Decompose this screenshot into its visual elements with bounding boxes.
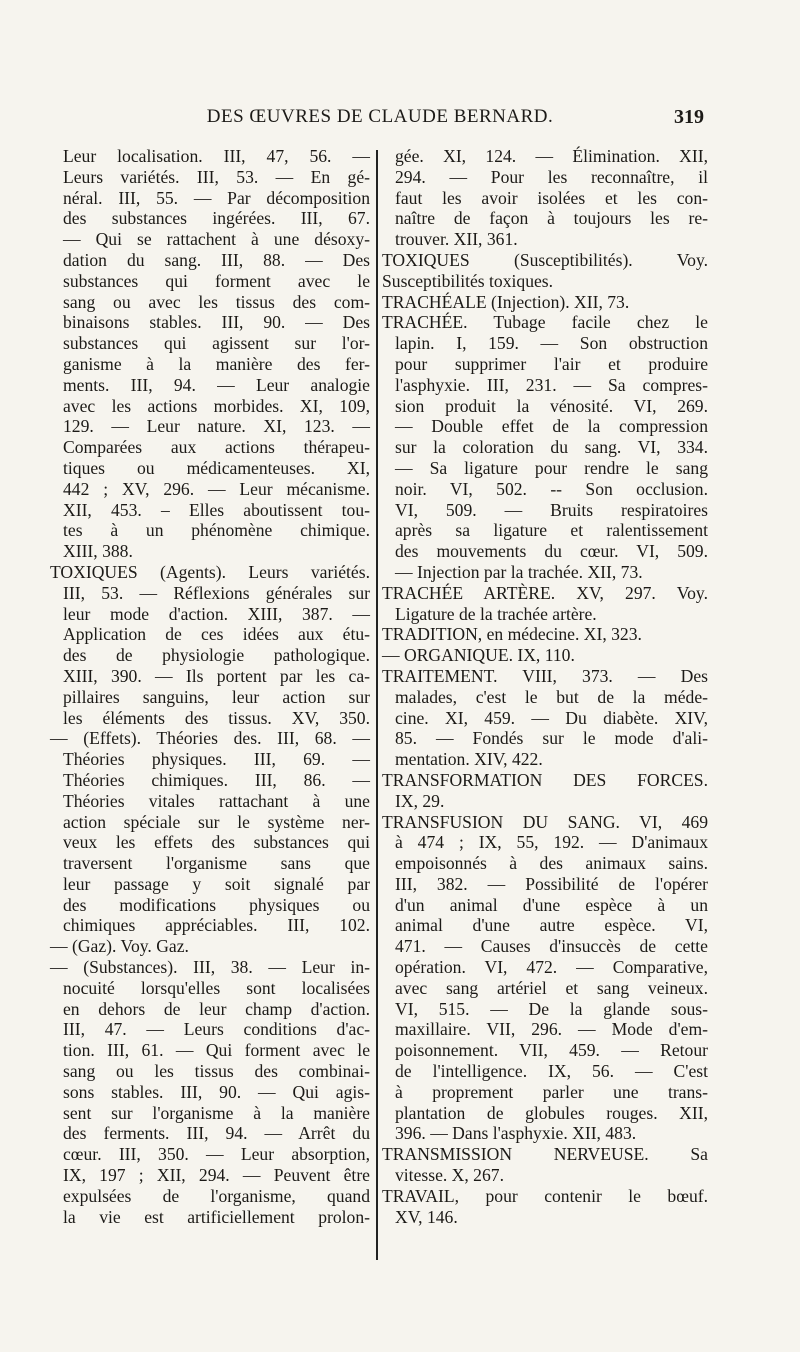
index-line: l'asphyxie. III, 231. — Sa compres- [395, 374, 708, 395]
index-line: binaisons stables. III, 90. — Des [63, 312, 370, 333]
index-line: — (Substances). III, 38. — Leur in- [50, 957, 370, 978]
index-line: malades, c'est le but de la méde- [395, 686, 708, 707]
index-line: des mouvements du cœur. VI, 509. [395, 541, 708, 562]
index-line: la vie est artificiellement prolon- [63, 1206, 370, 1227]
index-line: TRACHÉALE (Injection). XII, 73. [382, 291, 630, 312]
index-line: naître de façon à toujours les re- [395, 208, 708, 229]
index-line: 129. — Leur nature. XI, 123. — [63, 416, 370, 437]
index-line: traversent l'organisme sans que [63, 853, 370, 874]
index-line: TRAVAIL, pour contenir le bœuf. [382, 1185, 708, 1206]
index-line: animal d'une autre espèce. VI, [395, 915, 708, 936]
index-line: des substances ingérées. III, 67. [63, 208, 370, 229]
index-line: — Sa ligature pour rendre le sang [395, 457, 708, 478]
index-line: pour supprimer l'air et produire [395, 353, 708, 374]
index-line: opération. VI, 472. — Comparative, [395, 957, 708, 978]
index-line: tes à un phénomène chimique. [63, 520, 370, 541]
index-line: cœur. III, 350. — Leur absorption, [63, 1144, 370, 1165]
index-line: faut les avoir isolées et les con- [395, 187, 708, 208]
index-line: TRANSFORMATION DES FORCES. [382, 769, 708, 790]
index-line: à proprement parler une trans- [395, 1081, 708, 1102]
index-line: ments. III, 94. — Leur analogie [63, 374, 370, 395]
index-line: action spéciale sur le système ner- [63, 811, 370, 832]
index-line: — (Gaz). Voy. Gaz. [50, 936, 189, 957]
index-line: avec les actions morbides. XI, 109, [63, 395, 370, 416]
index-line: — ORGANIQUE. IX, 110. [382, 645, 575, 666]
index-line: XIII, 388. [63, 541, 133, 562]
index-line: — Double effet de la compression [395, 416, 708, 437]
index-line: Ligature de la trachée artère. [395, 603, 597, 624]
index-column-right [382, 146, 708, 1227]
index-line: III, 53. — Réflexions générales sur [63, 582, 370, 603]
index-line: XIII, 390. — Ils portent par les ca- [63, 665, 370, 686]
index-line: veux les effets des substances qui [63, 832, 370, 853]
index-line: noir. VI, 502. -- Son occlusion. [395, 478, 708, 499]
index-line: VI, 515. — De la glande sous- [395, 998, 708, 1019]
index-line: plantation de globules rouges. XII, [395, 1102, 708, 1123]
index-column-left [50, 146, 370, 1227]
index-line: tiques ou médicamenteuses. XI, [63, 457, 370, 478]
index-line: cine. XI, 459. — Du diabète. XIV, [395, 707, 708, 728]
index-line: trouver. XII, 361. [395, 229, 518, 250]
index-line: ganisme à la manière des fer- [63, 353, 370, 374]
index-line: TRADITION, en médecine. XI, 323. [382, 624, 642, 645]
index-line: tion. III, 61. — Qui forment avec le [63, 1040, 370, 1061]
index-line: de l'intelligence. IX, 56. — C'est [395, 1061, 708, 1082]
index-line: 85. — Fondés sur le mode d'ali- [395, 728, 708, 749]
page-number: 319 [674, 106, 704, 128]
index-line: XV, 146. [395, 1206, 458, 1227]
index-line: sent sur l'organisme à la manière [63, 1102, 370, 1123]
index-line: les éléments des tissus. XV, 350. [63, 707, 370, 728]
index-line: IX, 197 ; XII, 294. — Peuvent être [63, 1165, 370, 1186]
index-line: dation du sang. III, 88. — Des [63, 249, 370, 270]
index-line: 471. — Causes d'insuccès de cette [395, 936, 708, 957]
index-line: Comparées aux actions thérapeu- [63, 437, 370, 458]
index-line: TRANSMISSION NERVEUSE. Sa [382, 1144, 708, 1165]
page-header [60, 106, 704, 140]
index-line: — Injection par la trachée. XII, 73. [395, 561, 643, 582]
index-line: sons stables. III, 90. — Qui agis- [63, 1081, 370, 1102]
index-line: à 474 ; IX, 55, 192. — D'animaux [395, 832, 708, 853]
column-divider [376, 150, 378, 1260]
index-line: après sa ligature et ralentissement [395, 520, 708, 541]
index-line: TRAITEMENT. VIII, 373. — Des [382, 665, 708, 686]
index-line: des ferments. III, 94. — Arrêt du [63, 1123, 370, 1144]
index-line: des de physiologie pathologique. [63, 645, 370, 666]
index-line: vitesse. X, 267. [395, 1165, 504, 1186]
index-line: 396. — Dans l'asphyxie. XII, 483. [395, 1123, 637, 1144]
index-line: lapin. I, 159. — Son obstruction [395, 333, 708, 354]
index-line: Application de ces idées aux étu- [63, 624, 370, 645]
index-line: sang ou les tissus des combinai- [63, 1061, 370, 1082]
index-line: sion produit la vénosité. VI, 269. [395, 395, 708, 416]
index-line: avec sang artériel et sang veineux. [395, 977, 708, 998]
index-line: substances qui agissent sur l'or- [63, 333, 370, 354]
index-line: TRACHÉE. Tubage facile chez le [382, 312, 708, 333]
index-line: maxillaire. VII, 296. — Mode d'em- [395, 1019, 708, 1040]
index-line: pillaires sanguins, leur action sur [63, 686, 370, 707]
index-line: leur mode d'action. XIII, 387. — [63, 603, 370, 624]
index-line: gée. XI, 124. — Élimination. XII, [395, 146, 708, 166]
index-line: sang ou avec les tissus des com- [63, 291, 370, 312]
index-line: poisonnement. VII, 459. — Retour [395, 1040, 708, 1061]
index-line: TOXIQUES (Susceptibilités). Voy. [382, 249, 708, 270]
index-line: Théories physiques. III, 69. — [63, 749, 370, 770]
index-line: nocuité lorsqu'elles sont localisées [63, 977, 370, 998]
index-line: néral. III, 55. — Par décomposition [63, 187, 370, 208]
index-line: TOXIQUES (Agents). Leurs variétés. [50, 561, 370, 582]
index-line: substances qui forment avec le [63, 270, 370, 291]
index-line: — (Effets). Théories des. III, 68. — [50, 728, 370, 749]
index-line: — Qui se rattachent à une désoxy- [63, 229, 370, 250]
index-line: Leur localisation. III, 47, 56. — [63, 146, 370, 166]
index-line: 294. — Pour les reconnaître, il [395, 166, 708, 187]
index-line: Leurs variétés. III, 53. — En gé- [63, 166, 370, 187]
index-line: TRACHÉE ARTÈRE. XV, 297. Voy. [382, 582, 708, 603]
index-line: sur la coloration du sang. VI, 334. [395, 437, 708, 458]
index-line: XII, 453. – Elles aboutissent tou- [63, 499, 370, 520]
index-line: expulsées de l'organisme, quand [63, 1185, 370, 1206]
index-line: VI, 509. — Bruits respiratoires [395, 499, 708, 520]
index-line: d'un animal d'une espèce à un [395, 894, 708, 915]
index-line: III, 382. — Possibilité de l'opérer [395, 873, 708, 894]
index-line: TRANSFUSION DU SANG. VI, 469 [382, 811, 708, 832]
index-line: chimiques appréciables. III, 102. [63, 915, 370, 936]
index-line: Théories chimiques. III, 86. — [63, 769, 370, 790]
index-line: des modifications physiques ou [63, 894, 370, 915]
index-line: Théories vitales rattachant à une [63, 790, 370, 811]
index-line: IX, 29. [395, 790, 445, 811]
running-title: DES ŒUVRES DE CLAUDE BERNARD. [206, 106, 554, 127]
index-line: empoisonnés à des animaux sains. [395, 853, 708, 874]
index-line: en dehors de leur champ d'action. [63, 998, 370, 1019]
index-line: leur passage y soit signalé par [63, 873, 370, 894]
index-line: III, 47. — Leurs conditions d'ac- [63, 1019, 370, 1040]
index-line: mentation. XIV, 422. [395, 749, 543, 770]
index-line: 442 ; XV, 296. — Leur mécanisme. [63, 478, 370, 499]
index-line: Susceptibilités toxiques. [382, 270, 554, 291]
